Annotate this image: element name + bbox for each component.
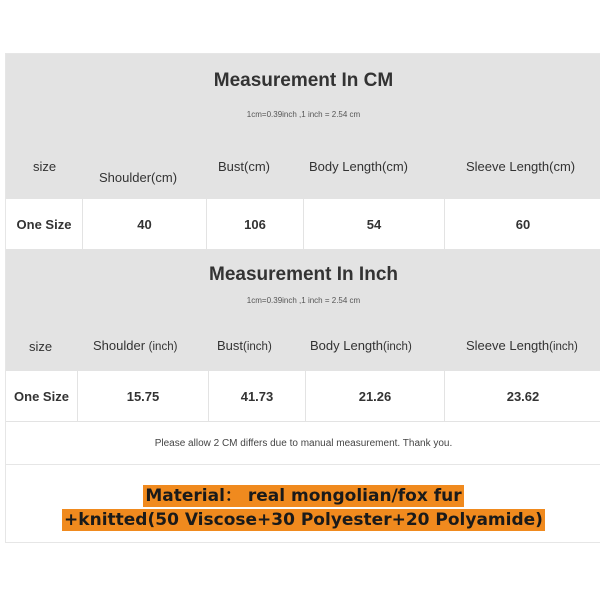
header-body-length-inch bbox=[310, 338, 412, 353]
cm-conversion-note: 1cm=0.39inch ,1 inch = 2.54 cm bbox=[246, 110, 361, 119]
cm-body-length-cell: 54 bbox=[304, 199, 444, 249]
cm-shoulder-cell: 40 bbox=[83, 199, 206, 249]
header-sleeve-length-inch-label: Sleeve Length bbox=[466, 338, 550, 353]
cm-section-header bbox=[6, 54, 600, 198]
cm-section-title: Measurement In CM bbox=[213, 70, 394, 91]
header-bust-inch-label: Bust bbox=[217, 338, 244, 353]
material-line-1 bbox=[6, 481, 600, 506]
material-line-1-text: Material： real mongolian/fox fur bbox=[145, 486, 462, 506]
material-line-2 bbox=[6, 510, 600, 530]
footer-divider bbox=[6, 464, 600, 465]
header-sleeve-length-inch bbox=[466, 338, 578, 353]
header-sleeve-length-cm: Sleeve Length(cm) bbox=[466, 159, 576, 174]
size-chart bbox=[5, 53, 600, 543]
inch-size-cell: One Size bbox=[6, 371, 77, 421]
inch-section-header bbox=[6, 250, 600, 370]
measurement-disclaimer: Please allow 2 CM differs due to manual measurement. Thank you. bbox=[154, 438, 453, 449]
cm-bust-cell: 106 bbox=[207, 199, 303, 249]
header-size-cm: size bbox=[33, 159, 57, 174]
inch-bust-cell: 41.73 bbox=[209, 371, 305, 421]
header-shoulder-inch-unit: (inch) bbox=[148, 341, 178, 353]
inch-sleeve-length-cell: 23.62 bbox=[445, 371, 600, 421]
cm-data-row bbox=[6, 198, 600, 250]
header-bust-inch-unit: (inch) bbox=[243, 341, 272, 353]
header-bust-cm: Bust(cm) bbox=[218, 159, 270, 174]
inch-conversion-note: 1cm=0.39inch ,1 inch = 2.54 cm bbox=[246, 296, 361, 305]
header-body-length-cm: Body Length(cm) bbox=[309, 159, 408, 174]
header-body-length-inch-unit: (inch) bbox=[383, 341, 412, 353]
inch-body-length-cell: 21.26 bbox=[306, 371, 444, 421]
header-size-inch: size bbox=[29, 339, 53, 354]
cm-size-cell: One Size bbox=[6, 199, 82, 249]
header-body-length-inch-label: Body Length bbox=[310, 338, 384, 353]
cm-sleeve-length-cell: 60 bbox=[445, 199, 600, 249]
header-shoulder-inch bbox=[93, 338, 177, 353]
header-bust-inch bbox=[217, 338, 272, 353]
inch-data-row bbox=[6, 370, 600, 422]
header-shoulder-cm: Shoulder(cm) bbox=[99, 170, 178, 185]
header-sleeve-length-inch-unit: (inch) bbox=[549, 341, 578, 353]
header-shoulder-inch-label: Shoulder bbox=[93, 338, 146, 353]
inch-shoulder-cell: 15.75 bbox=[78, 371, 208, 421]
material-line-2-text: +knitted(50 Viscose+30 Polyester+20 Polyamide) bbox=[64, 510, 543, 530]
inch-section-title: Measurement In Inch bbox=[209, 264, 398, 285]
